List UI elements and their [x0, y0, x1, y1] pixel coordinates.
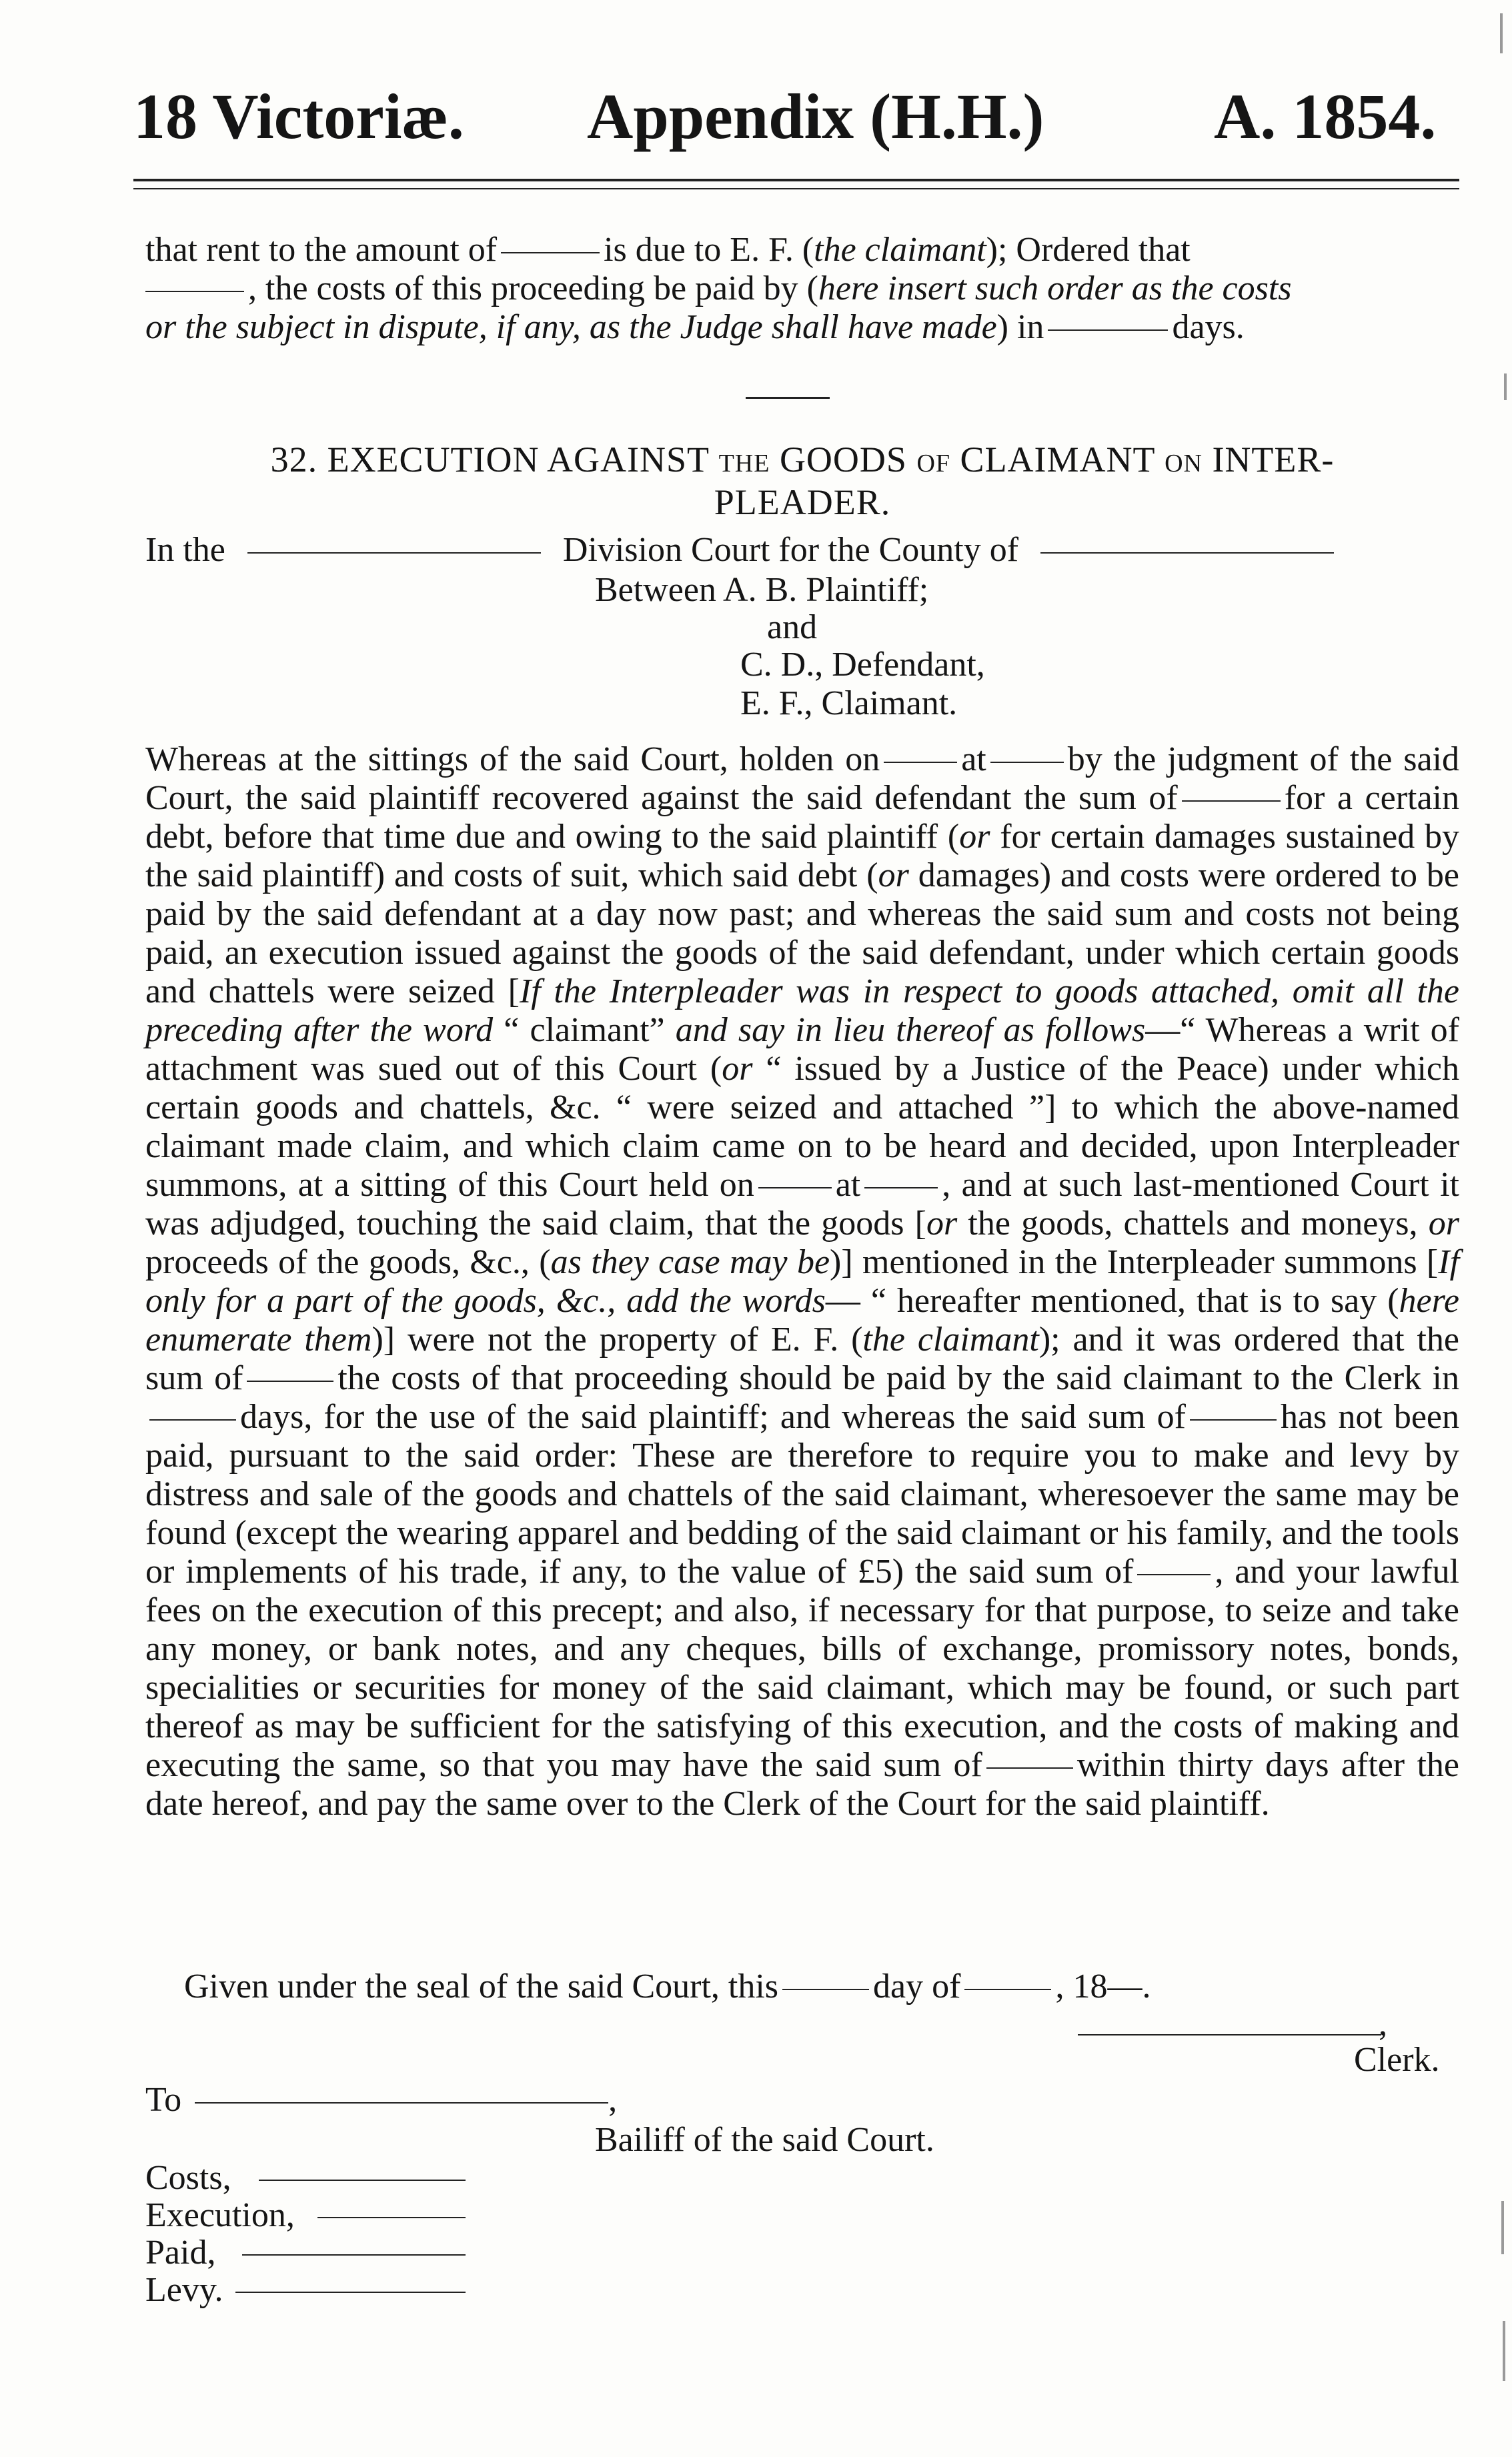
in-the-label: In the [145, 531, 225, 569]
party-defendant: C. D., Defendant, [740, 646, 985, 684]
blank-court [247, 552, 541, 554]
form-heading-line-1: 32. EXECUTION AGAINST THE GOODS OF CLAIMANT ON INTER- [270, 440, 1335, 480]
fee-execution: Execution, [145, 2197, 295, 2234]
to-line [145, 2081, 617, 2120]
header-year: A. 1854. [1214, 81, 1437, 152]
bailiff-label: Bailiff of the said Court. [595, 2121, 934, 2159]
form-heading [145, 440, 1459, 522]
page-header [133, 77, 1441, 157]
party-claimant: E. F., Claimant. [740, 684, 958, 722]
clerk-comma: , [1379, 2005, 1387, 2043]
page-edge-marks [1493, 0, 1512, 2457]
lead-paragraph [145, 231, 1459, 347]
lead-line-3: or the subject in dispute, if any, as the Judge shall have made) in days. [145, 308, 1245, 346]
clerk-signature-line [1078, 2034, 1381, 2035]
to-comma: , [608, 2081, 618, 2119]
fees-list [145, 2160, 295, 2309]
fee-levy: Levy. [145, 2272, 295, 2309]
header-rule-thin [133, 188, 1459, 189]
court-line [145, 531, 1459, 570]
header-session: 18 Victoriæ. [133, 81, 464, 152]
header-appendix: Appendix (H.H.) [587, 81, 1044, 152]
fee-costs: Costs, [145, 2160, 295, 2197]
form-heading-line-2: PLEADER. [714, 482, 891, 522]
clerk-label: Clerk. [1354, 2041, 1440, 2079]
lead-line-2: , the costs of this proceeding be paid by (here insert such order as the costs [145, 269, 1459, 308]
header-rule-thick [133, 179, 1459, 181]
given-under-seal: Given under the seal of the said Court, this day of , 18—. [184, 1967, 1151, 2005]
division-court-label: Division Court for the County of [562, 531, 1019, 569]
body-text: Whereas at the sittings of the said Court, holden on at by the judgment of the said Court, the said plaintiff recovered against the said defendant the sum of for a certain debt, before that time due and owing to the said plaintiff (or for certain damages sustained by the said plaintiff) and costs of suit, which said debt (or damages) and costs were ordered to be paid by the said defendant at a day now past; and whereas the said sum and costs not being paid, an execution issued against the goods of the said defendant, under which certain goods and chattels were seized [If the Interpleader was in respect to goods attached, omit all the preceding after the word “ claimant” and say in lieu thereof as follows—“ Whereas a writ of attachment was sued out of this Court (or “ issued by a Justice of the Peace) under which certain goods and chattels, &c. “ were seized and attached ”] to which the above-named claimant made claim, and which claim came on to be heard and decided, upon Interpleader summons, at a sitting of this Court held on at , and at such last-mentioned Court it was adjudged, touching the said claim, that the goods [or the goods, chattels and moneys, or proceeds of the goods, &c., (as they case may be)] mentioned in the Interpleader summons [If only for a part of the goods, &c., add the words— “ hereafter mentioned, that is to say (here enumerate them)] were not the property of E. F. (the claimant); and it was ordered that the sum of the costs of that proceeding should be paid by the said claimant to the Clerk indays, for the use of the said plaintiff; and whereas the said sum of has not been paid, pursuant to the said order: These are therefore to require you to make and levy by distress and sale of the goods and chattels of the said claimant, wheresoever the same may be found (except the wearing apparel and bedding of the said claimant or his family, and the tools or implements of his trade, if any, to the value of £5) the said sum of , and your lawful fees on the execution of this precept; and also, if necessary for that purpose, to seize and take any money, or bank notes, and any cheques, bills of exchange, promissory notes, bonds, specialities or securities for money of the said claimant, which may be found, or such part thereof as may be sufficient for the satisfying of this execution, and the costs of making and executing the same, so that you may have the said sum of within thirty days after the date hereof, and pay the same over to the Clerk of the Court for the said plaintiff. [145, 740, 1460, 1823]
body-paragraph [145, 740, 1459, 1823]
section-divider [746, 397, 830, 399]
party-and: and [767, 608, 818, 646]
lead-line-1: that rent to the amount of is due to E. F. (the claimant); Ordered that [145, 231, 1191, 269]
blank-bailiff [195, 2102, 608, 2104]
fee-paid: Paid, [145, 2234, 295, 2272]
to-label: To [145, 2081, 182, 2119]
party-between: Between A. B. Plaintiff; [595, 571, 929, 609]
blank-county [1040, 552, 1334, 554]
